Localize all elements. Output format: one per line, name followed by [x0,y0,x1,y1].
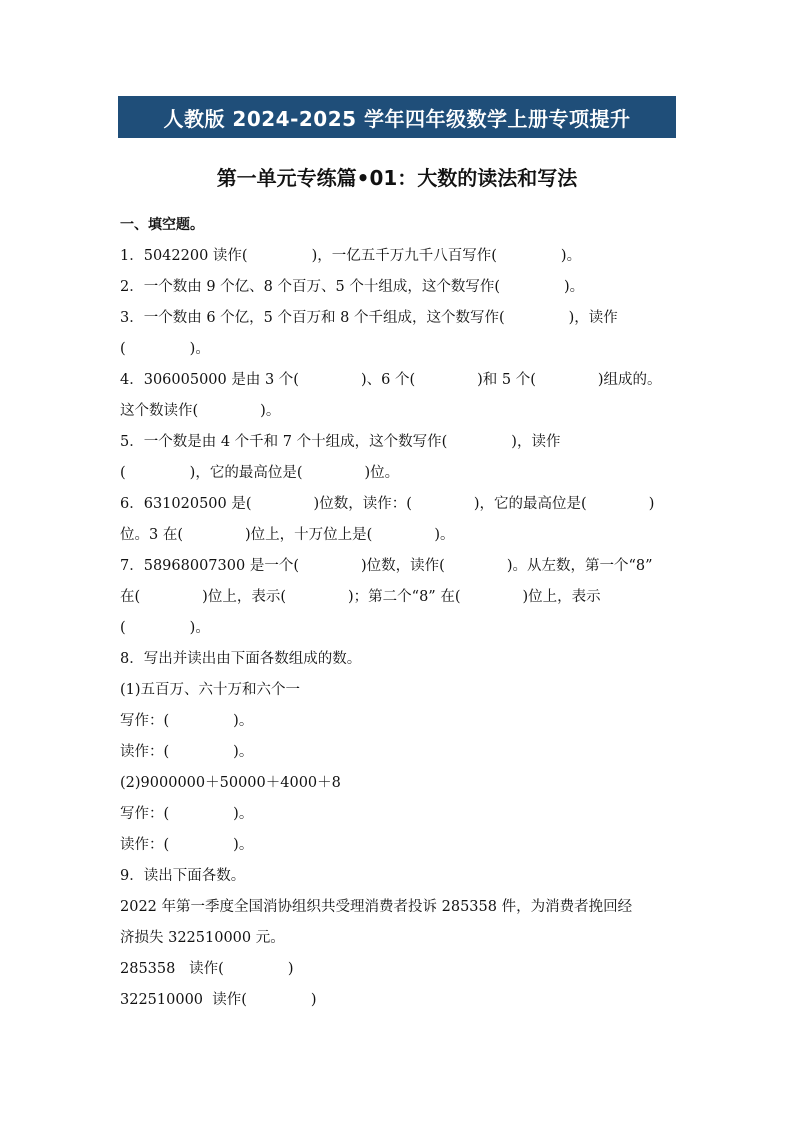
question-2: 2．一个数由 9 个亿、8 个百万、5 个十组成，这个数写作( )。 [120,279,585,295]
question-8-part-1: (1)五百万、六十万和六个一 [120,682,301,698]
question-4-cont: 这个数读作( )。 [120,403,281,419]
question-5: 5．一个数是由 4 个千和 7 个十组成，这个数写作( )，读作 [120,434,561,450]
question-8-title: 8．写出并读出由下面各数组成的数。 [120,651,362,667]
question-4: 4．306005000 是由 3 个( )、6 个( )和 5 个( )组成的。 [120,372,662,388]
question-7: 7．58968007300 是一个( )位数，读作( )。从左数，第一个“8” [120,558,653,574]
question-7-cont2: ( )。 [120,620,210,636]
question-8-read-2: 读作：( )。 [120,837,254,853]
question-6-cont: 位。3 在( )位上，十万位上是( )。 [120,527,455,543]
banner-title: 人教版 2024-2025 学年四年级数学上册专项提升 [163,106,631,131]
question-5-cont: ( )，它的最高位是( )位。 [120,465,400,481]
question-9-text-1: 2022 年第一季度全国消协组织共受理消费者投诉 285358 件，为消费者挽回经 [120,899,633,915]
worksheet-content [120,214,680,1020]
question-1: 1．5042200 读作( )，一亿五千万九千八百写作( )。 [120,248,582,264]
question-6: 6．631020500 是( )位数，读作：( )，它的最高位是( ) [120,496,655,512]
page-title: 第一单元专练篇•01：大数的读法和写法 [216,166,578,190]
question-9-text-2: 济损失 322510000 元。 [120,930,285,946]
question-9-number-1: 285358 读作( ) [120,961,294,977]
header-banner [118,96,676,138]
question-3: 3．一个数由 6 个亿，5 个百万和 8 个千组成，这个数写作( )，读作 [120,310,618,326]
question-8-part-2: (2)9000000＋50000＋4000＋8 [120,775,341,791]
question-8-read-1: 读作：( )。 [120,744,254,760]
question-3-cont: ( )。 [120,341,210,357]
question-9-number-2: 322510000 读作( ) [120,992,317,1008]
question-8-write-2: 写作：( )。 [120,806,254,822]
question-9-title: 9．读出下面各数。 [120,868,246,884]
question-8-write-1: 写作：( )。 [120,713,254,729]
section-heading: 一、填空题。 [120,217,204,233]
question-7-cont: 在( )位上，表示( )；第二个“8” 在( )位上，表示 [120,589,601,605]
